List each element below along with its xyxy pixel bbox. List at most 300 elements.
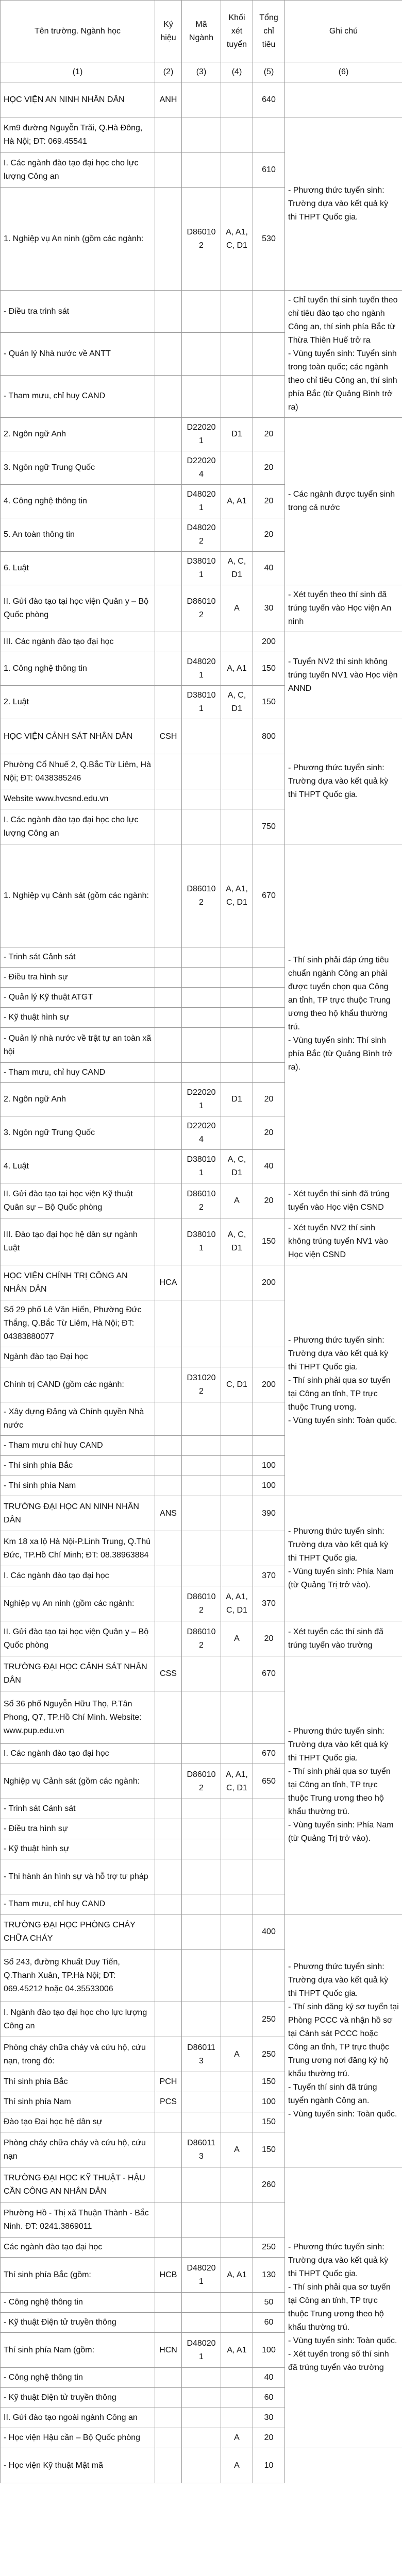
row-major-code: D380101 (182, 1150, 221, 1183)
row-code: HCN (155, 2333, 182, 2368)
row-exam-block (221, 1656, 253, 1691)
row-school-major: Chính trị CAND (gồm các ngành: (1, 1367, 155, 1402)
row-total-quota: 150 (253, 1218, 285, 1265)
row-school-major: Đào tạo Đại học hệ dân sự (1, 2112, 155, 2132)
note-text: - Vùng tuyển sinh: Thí sinh phía Bắc (từ Quảng Bình trở ra). (288, 1036, 393, 1072)
row-school-major: TRƯỜNG ĐẠI HỌC KỸ THUẬT - HẬU CẦN CÔNG AN NHÂN DÂN (1, 2167, 155, 2202)
row-exam-block (221, 2112, 253, 2132)
row-total-quota (253, 789, 285, 809)
table-row (1, 1265, 402, 1300)
row-exam-block: A, A1, C, D1 (221, 844, 253, 947)
row-exam-block (221, 1116, 253, 1150)
row-code (155, 2388, 182, 2408)
row-school-major: Thí sinh phía Nam (gồm: (1, 2333, 155, 2368)
row-major-code (182, 1300, 221, 1347)
note-text: - Các ngành được tuyển sinh trong cả nước (288, 490, 395, 512)
row-major-code (182, 754, 221, 789)
row-total-quota (253, 291, 285, 333)
row-code (155, 2202, 182, 2238)
row-exam-block: A, A1 (221, 2333, 253, 2368)
row-major-code (182, 291, 221, 333)
row-notes (285, 1265, 402, 1496)
row-school-major: Các ngành đào tạo đại học (1, 2238, 155, 2258)
row-code (155, 375, 182, 417)
note-text: - Tuyển NV2 thí sinh không trúng tuyển NV1 vào Học viện ANND (288, 657, 398, 693)
row-exam-block (221, 2092, 253, 2112)
row-school-major: 1. Nghiệp vụ An ninh (gồm các ngành: (1, 188, 155, 291)
row-school-major: Km 18 xa lộ Hà Nội-P.Linh Trung, Q.Thủ Đức, TP.Hồ Chí Minh; ĐT: 08.38963884 (1, 1531, 155, 1566)
row-school-major: TRƯỜNG ĐẠI HỌC PHÒNG CHÁY CHỮA CHÁY (1, 1914, 155, 1950)
row-major-code (182, 2112, 221, 2132)
row-school-major: II. Gửi đào tạo tại học viện Quân y – Bộ Quốc phòng (1, 585, 155, 632)
row-exam-block (221, 2313, 253, 2333)
row-major-code: D860102 (182, 844, 221, 947)
row-school-major: I. Các ngành đào tạo đại học cho lực lượng Công an (1, 152, 155, 188)
row-total-quota (253, 1063, 285, 1083)
row-code (155, 686, 182, 719)
row-school-major: 2. Ngôn ngữ Anh (1, 1083, 155, 1116)
row-school-major: - Điều tra hình sự (1, 1819, 155, 1839)
row-code (155, 1621, 182, 1656)
header-school-major: Tên trường. Ngành học (1, 1, 155, 62)
row-total-quota: 20 (253, 1116, 285, 1150)
note-text: - Vùng tuyển sinh: Phía Nam (từ Quảng Trị trở vào). (288, 1821, 394, 1843)
row-major-code (182, 1476, 221, 1496)
row-code (155, 1367, 182, 1402)
row-notes (285, 844, 402, 1183)
row-total-quota: 40 (253, 1150, 285, 1183)
row-major-code (182, 2002, 221, 2037)
note-text: - Xét tuyển theo thí sinh đã trúng tuyển vào Học viện An ninh (288, 590, 392, 626)
row-exam-block (221, 1300, 253, 1347)
row-code (155, 2167, 182, 2202)
row-major-code: D380101 (182, 552, 221, 585)
row-school-major: - Kỹ thuật Điện tử truyền thông (1, 2313, 155, 2333)
row-exam-block (221, 1436, 253, 1456)
row-school-major: Số 29 phố Lê Văn Hiến, Phường Đức Thắng, Q.Bắc Từ Liêm, Hà Nội; ĐT: 04383880077 (1, 1300, 155, 1347)
row-code (155, 988, 182, 1008)
row-total-quota: 650 (253, 1764, 285, 1799)
row-notes (285, 1914, 402, 2167)
note-text: - Phương thức tuyển sinh: Trường dựa vào kết quả kỳ thi THPT Quốc gia. (288, 2243, 389, 2278)
row-code (155, 1839, 182, 1859)
row-exam-block: A, A1, C, D1 (221, 188, 253, 291)
row-exam-block (221, 2167, 253, 2202)
row-code (155, 1586, 182, 1621)
row-major-code (182, 2408, 221, 2428)
note-text: - Chỉ tuyển thí sinh tuyển theo chỉ tiêu đào tạo cho ngành Công an, thí sinh phía Bắc từ Thừa Thiên Huế trở ra (288, 296, 398, 345)
row-total-quota (253, 1894, 285, 1914)
note-text: - Phương thức tuyển sinh: Trường dựa vào kết quả kỳ thi THPT Quốc gia. (288, 1962, 389, 1998)
row-school-major: Số 36 phố Nguyễn Hữu Thọ, P.Tân Phong, Q7, TP.Hồ Chí Minh. Website: www.pup.edu.vn (1, 1691, 155, 1744)
row-total-quota: 60 (253, 2313, 285, 2333)
row-school-major: - Tham mưu, chỉ huy CAND (1, 375, 155, 417)
row-exam-block (221, 1028, 253, 1063)
row-notes (285, 117, 402, 291)
row-total-quota: 20 (253, 1183, 285, 1218)
row-total-quota: 800 (253, 719, 285, 754)
note-text: - Xét tuyển NV2 thí sinh không trúng tuyển NV1 vào Học viện CSND (288, 1224, 388, 1259)
row-code (155, 2448, 182, 2483)
column-number: (2) (155, 62, 182, 82)
row-school-major: - Học viện Hậu cần – Bộ Quốc phòng (1, 2428, 155, 2448)
row-major-code (182, 988, 221, 1008)
row-total-quota: 150 (253, 652, 285, 686)
row-major-code (182, 1819, 221, 1839)
row-code (155, 844, 182, 947)
row-notes (285, 632, 402, 719)
table-row (1, 2448, 402, 2483)
row-code: HCA (155, 1265, 182, 1300)
row-notes (285, 1183, 402, 1218)
row-code (155, 518, 182, 552)
row-school-major: - Quản lý nhà nước về trật tự an toàn xã hội (1, 1028, 155, 1063)
row-exam-block (221, 117, 253, 152)
note-text: - Vùng tuyển sinh: Tuyển sinh trong toàn quốc; các ngành theo chỉ tiêu Công an, thí sinh phía Bắc (từ Quảng Bình trở ra) (288, 349, 397, 412)
row-code (155, 1894, 182, 1914)
row-school-major: I. Ngành đào tạo đại học cho lực lượng Công an (1, 2002, 155, 2037)
note-text: - Tuyển thí sinh đã trúng tuyển ngành Công an. (288, 2083, 377, 2105)
row-total-quota: 40 (253, 2368, 285, 2388)
row-code (155, 2293, 182, 2313)
row-code (155, 1300, 182, 1347)
row-major-code (182, 1839, 221, 1859)
row-total-quota: 100 (253, 2333, 285, 2368)
row-major-code: D480201 (182, 652, 221, 686)
row-school-major: - Quản lý Nhà nước về ANTT (1, 333, 155, 375)
row-exam-block: D1 (221, 418, 253, 451)
row-school-major: - Học viện Kỹ thuật Mật mã (1, 2448, 155, 2483)
row-major-code (182, 1008, 221, 1028)
row-exam-block: A (221, 2037, 253, 2072)
row-school-major: 6. Luật (1, 552, 155, 585)
row-code (155, 2408, 182, 2428)
row-code: PCS (155, 2092, 182, 2112)
column-number-row (1, 62, 402, 82)
row-total-quota (253, 968, 285, 988)
row-total-quota (253, 1347, 285, 1367)
row-code (155, 188, 182, 291)
row-major-code: D860113 (182, 2132, 221, 2167)
row-total-quota (253, 1819, 285, 1839)
row-school-major: - Thí sinh phía Nam (1, 1476, 155, 1496)
row-total-quota: 20 (253, 451, 285, 485)
row-exam-block (221, 1950, 253, 2002)
row-school-major: III. Các ngành đào tạo đại học (1, 632, 155, 652)
row-total-quota (253, 1691, 285, 1744)
row-code (155, 947, 182, 968)
row-exam-block: A, C, D1 (221, 1218, 253, 1265)
row-major-code (182, 1496, 221, 1531)
row-major-code: D480201 (182, 485, 221, 518)
row-school-major: Thí sinh phía Bắc (1, 2072, 155, 2092)
row-major-code (182, 2072, 221, 2092)
row-major-code: D860102 (182, 1586, 221, 1621)
row-exam-block (221, 809, 253, 844)
row-exam-block (221, 719, 253, 754)
row-total-quota: 640 (253, 82, 285, 117)
table-row (1, 1218, 402, 1265)
row-exam-block (221, 2072, 253, 2092)
row-school-major: Phường Cổ Nhuế 2, Q.Bắc Từ Liêm, Hà Nội; ĐT: 0438385246 (1, 754, 155, 789)
header-total-quota: Tổng chỉ tiêu (253, 1, 285, 62)
row-major-code (182, 1656, 221, 1691)
row-total-quota: 20 (253, 418, 285, 451)
row-school-major: - Xây dựng Đảng và Chính quyền Nhà nước (1, 1402, 155, 1436)
row-total-quota: 30 (253, 2408, 285, 2428)
row-total-quota (253, 988, 285, 1008)
row-major-code: D380101 (182, 1218, 221, 1265)
row-school-major: - Công nghệ thông tin (1, 2293, 155, 2313)
row-exam-block (221, 2238, 253, 2258)
row-major-code (182, 1691, 221, 1744)
row-exam-block (221, 1914, 253, 1950)
row-exam-block (221, 1566, 253, 1586)
row-notes (285, 719, 402, 844)
row-total-quota (253, 333, 285, 375)
column-number: (4) (221, 62, 253, 82)
row-major-code (182, 1063, 221, 1083)
row-total-quota: 20 (253, 485, 285, 518)
row-exam-block: A, A1, C, D1 (221, 1586, 253, 1621)
row-code (155, 1116, 182, 1150)
row-total-quota: 530 (253, 188, 285, 291)
row-exam-block (221, 1744, 253, 1764)
row-code (155, 1691, 182, 1744)
row-major-code (182, 2202, 221, 2238)
row-school-major: Ngành đào tạo Đại học (1, 1347, 155, 1367)
row-school-major: - Công nghệ thông tin (1, 2368, 155, 2388)
row-code: CSS (155, 1656, 182, 1691)
row-total-quota (253, 1436, 285, 1456)
row-exam-block: A (221, 2132, 253, 2167)
row-total-quota: 100 (253, 1456, 285, 1476)
row-exam-block (221, 754, 253, 789)
row-school-major: - Tham mưu, chỉ huy CAND (1, 1894, 155, 1914)
column-number: (6) (285, 62, 402, 82)
row-exam-block: A (221, 1183, 253, 1218)
row-code (155, 1183, 182, 1218)
row-school-major: Nghiệp vụ An ninh (gồm các ngành: (1, 1586, 155, 1621)
row-exam-block (221, 968, 253, 988)
row-total-quota: 400 (253, 1914, 285, 1950)
row-school-major: Thí sinh phía Nam (1, 2092, 155, 2112)
row-school-major: - Tham mưu, chỉ huy CAND (1, 1063, 155, 1083)
row-total-quota: 20 (253, 2428, 285, 2448)
row-code (155, 968, 182, 988)
row-total-quota: 200 (253, 1367, 285, 1402)
row-code (155, 1819, 182, 1839)
row-exam-block (221, 1347, 253, 1367)
row-code (155, 1859, 182, 1894)
row-school-major: II. Gửi đào tạo tại học viện Quân y – Bộ Quốc phòng (1, 1621, 155, 1656)
table-row (1, 82, 402, 117)
row-total-quota: 200 (253, 632, 285, 652)
row-major-code (182, 1950, 221, 2002)
row-school-major: - Trinh sát Cảnh sát (1, 947, 155, 968)
row-major-code: D860102 (182, 585, 221, 632)
row-school-major: 4. Luật (1, 1150, 155, 1183)
row-major-code: D480201 (182, 2333, 221, 2368)
row-school-major: HỌC VIỆN AN NINH NHÂN DÂN (1, 82, 155, 117)
row-code (155, 1436, 182, 1456)
row-exam-block: A, A1 (221, 652, 253, 686)
row-school-major: HỌC VIỆN CẢNH SÁT NHÂN DÂN (1, 719, 155, 754)
row-major-code: D220204 (182, 451, 221, 485)
row-major-code (182, 968, 221, 988)
table-row (1, 2167, 402, 2202)
note-text: - Vùng tuyển sinh: Toàn quốc. (288, 1416, 397, 1425)
row-total-quota (253, 375, 285, 417)
row-major-code: D860102 (182, 188, 221, 291)
row-major-code (182, 117, 221, 152)
row-school-major: - Quản lý Kỹ thuật ATGT (1, 988, 155, 1008)
table-row (1, 291, 402, 333)
row-major-code: D310202 (182, 1367, 221, 1402)
row-exam-block (221, 451, 253, 485)
row-total-quota: 670 (253, 844, 285, 947)
row-major-code (182, 1914, 221, 1950)
note-text: - Thí sinh phải qua sơ tuyển tại Công an tỉnh, TP trực thuộc Trung ương theo hộ khẩu thường trú. (288, 1767, 391, 1816)
row-code (155, 485, 182, 518)
row-code (155, 1218, 182, 1265)
row-exam-block (221, 1859, 253, 1894)
row-major-code: D380101 (182, 686, 221, 719)
row-exam-block (221, 518, 253, 552)
row-school-major: - Điều tra hình sự (1, 968, 155, 988)
row-code (155, 1914, 182, 1950)
row-school-major: Km9 đường Nguyễn Trãi, Q.Hà Đông, Hà Nội; ĐT: 069.45541 (1, 117, 155, 152)
row-school-major: - Kỹ thuật Điện tử truyền thông (1, 2388, 155, 2408)
row-school-major: Nghiệp vụ Cảnh sát (gồm các ngành: (1, 1764, 155, 1799)
row-major-code (182, 1265, 221, 1300)
row-school-major: I. Các ngành đào tạo đại học cho lực lượng Công an (1, 809, 155, 844)
row-code: HCB (155, 2258, 182, 2293)
row-notes (285, 585, 402, 632)
row-exam-block: C, D1 (221, 1367, 253, 1402)
row-exam-block (221, 291, 253, 333)
row-code (155, 1744, 182, 1764)
row-total-quota: 30 (253, 585, 285, 632)
row-total-quota: 100 (253, 2092, 285, 2112)
row-total-quota (253, 1028, 285, 1063)
row-exam-block (221, 2293, 253, 2313)
row-exam-block (221, 2002, 253, 2037)
row-major-code (182, 1744, 221, 1764)
row-total-quota: 610 (253, 152, 285, 188)
row-notes (285, 82, 402, 117)
note-text: - Phương thức tuyển sinh: Trường dựa vào kết quả kỳ thi THPT Quốc gia. (288, 1335, 389, 1371)
row-school-major: 3. Ngôn ngữ Trung Quốc (1, 451, 155, 485)
row-exam-block (221, 1691, 253, 1744)
row-exam-block (221, 1476, 253, 1496)
row-major-code (182, 82, 221, 117)
row-major-code: D860102 (182, 1183, 221, 1218)
row-total-quota: 200 (253, 1265, 285, 1300)
row-major-code (182, 947, 221, 968)
row-exam-block (221, 632, 253, 652)
row-major-code: D860113 (182, 2037, 221, 2072)
row-total-quota (253, 1799, 285, 1819)
row-total-quota (253, 1859, 285, 1894)
row-school-major: Phường Hồ - Thị xã Thuận Thành - Bắc Ninh. ĐT: 0241.3869011 (1, 2202, 155, 2238)
table-row (1, 1496, 402, 1531)
row-major-code (182, 1799, 221, 1819)
row-exam-block: A, C, D1 (221, 686, 253, 719)
row-code (155, 291, 182, 333)
row-total-quota: 370 (253, 1586, 285, 1621)
note-text: - Xét tuyển các thí sinh đã trúng tuyển vào trường (288, 1627, 383, 1650)
row-notes (285, 2167, 402, 2448)
row-school-major: - Thí sinh phía Bắc (1, 1456, 155, 1476)
row-total-quota (253, 1402, 285, 1436)
row-school-major: 1. Nghiệp vụ Cảnh sát (gồm các ngành: (1, 844, 155, 947)
row-code: PCH (155, 2072, 182, 2092)
row-total-quota: 260 (253, 2167, 285, 2202)
row-major-code (182, 2293, 221, 2313)
row-exam-block: A (221, 2428, 253, 2448)
row-code (155, 2313, 182, 2333)
row-total-quota: 40 (253, 552, 285, 585)
header-notes: Ghi chú (285, 1, 402, 62)
row-code: ANH (155, 82, 182, 117)
row-major-code (182, 809, 221, 844)
table-row (1, 1914, 402, 1950)
row-code (155, 1347, 182, 1367)
row-code (155, 1150, 182, 1183)
header-code: Ký hiệu (155, 1, 182, 62)
row-total-quota: 20 (253, 1083, 285, 1116)
row-school-major: I. Các ngành đào tạo đại học (1, 1744, 155, 1764)
header-exam-block: Khối xét tuyển (221, 1, 253, 62)
row-code (155, 1566, 182, 1586)
row-exam-block (221, 2388, 253, 2408)
row-code (155, 809, 182, 844)
note-text: - Thí sinh đăng ký sơ tuyển tại Phòng PCCC và nhận hồ sơ tại Cảnh sát PCCC hoặc Công an tỉnh, TP trực thuộc Trung ương nơi đăng ký hộ khẩu thường trú. (288, 2003, 399, 2078)
table-row (1, 585, 402, 632)
row-total-quota (253, 754, 285, 789)
row-major-code (182, 2368, 221, 2388)
row-code: ANS (155, 1496, 182, 1531)
note-text: - Xét tuyển thí sinh đã trúng tuyển vào Học viện CSND (288, 1189, 390, 1212)
row-notes (285, 1218, 402, 1265)
row-code (155, 1799, 182, 1819)
row-code (155, 1950, 182, 2002)
row-major-code: D860102 (182, 1621, 221, 1656)
row-school-major: 2. Ngôn ngữ Anh (1, 418, 155, 451)
column-number: (5) (253, 62, 285, 82)
row-major-code: D220204 (182, 1116, 221, 1150)
row-total-quota: 670 (253, 1656, 285, 1691)
row-exam-block (221, 375, 253, 417)
row-school-major: - Thi hành án hình sự và hỗ trợ tư pháp (1, 1859, 155, 1894)
row-exam-block (221, 1496, 253, 1531)
row-code (155, 117, 182, 152)
row-major-code (182, 152, 221, 188)
row-major-code (182, 1531, 221, 1566)
row-exam-block (221, 82, 253, 117)
row-school-major: Thí sinh phía Bắc (gồm: (1, 2258, 155, 2293)
table-row (1, 632, 402, 652)
row-total-quota: 250 (253, 2002, 285, 2037)
row-exam-block (221, 1402, 253, 1436)
row-exam-block (221, 1456, 253, 1476)
row-code (155, 2368, 182, 2388)
row-major-code (182, 1436, 221, 1456)
row-total-quota: 150 (253, 2112, 285, 2132)
row-school-major: - Trinh sát Cảnh sát (1, 1799, 155, 1819)
row-exam-block (221, 2408, 253, 2428)
